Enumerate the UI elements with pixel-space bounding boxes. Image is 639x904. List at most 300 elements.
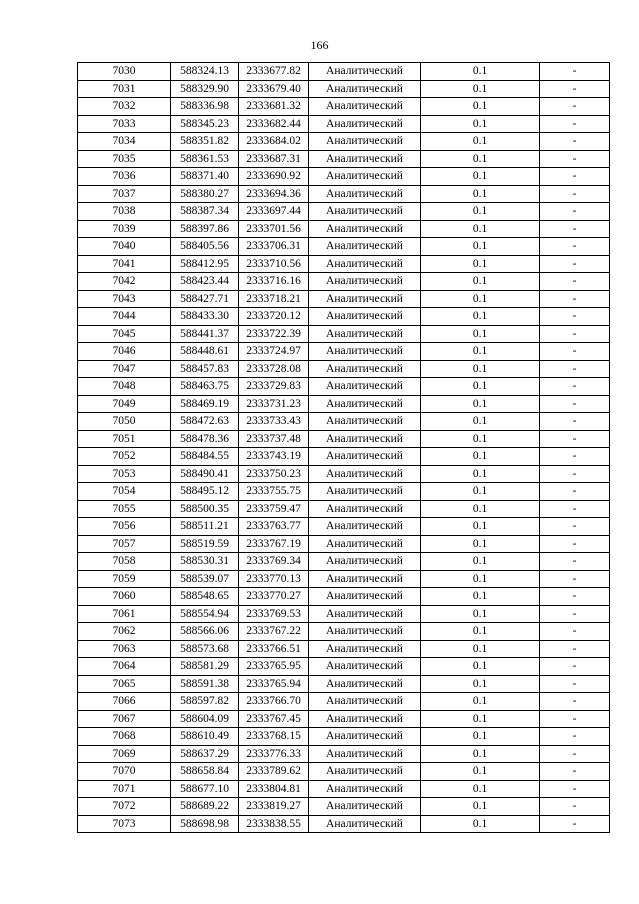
x-coordinate-cell: 588329.90 (171, 80, 239, 98)
note-cell: - (540, 98, 610, 116)
accuracy-cell: 0.1 (421, 518, 540, 536)
accuracy-cell: 0.1 (421, 238, 540, 256)
note-cell: - (540, 150, 610, 168)
y-coordinate-cell: 2333682.44 (239, 115, 309, 133)
method-cell: Аналитический (309, 413, 421, 431)
method-cell: Аналитический (309, 448, 421, 466)
method-cell: Аналитический (309, 360, 421, 378)
y-coordinate-cell: 2333706.31 (239, 238, 309, 256)
accuracy-cell: 0.1 (421, 343, 540, 361)
y-coordinate-cell: 2333765.95 (239, 658, 309, 676)
x-coordinate-cell: 588554.94 (171, 605, 239, 623)
y-coordinate-cell: 2333679.40 (239, 80, 309, 98)
table-row (78, 745, 610, 763)
note-cell: - (540, 448, 610, 466)
point-number-cell: 7037 (78, 185, 171, 203)
point-number-cell: 7071 (78, 780, 171, 798)
page-number: 166 (310, 38, 329, 52)
note-cell: - (540, 465, 610, 483)
note-cell: - (540, 640, 610, 658)
x-coordinate-cell: 588472.63 (171, 413, 239, 431)
method-cell: Аналитический (309, 640, 421, 658)
table-row (78, 605, 610, 623)
accuracy-cell: 0.1 (421, 220, 540, 238)
note-cell: - (540, 710, 610, 728)
point-number-cell: 7055 (78, 500, 171, 518)
method-cell: Аналитический (309, 133, 421, 151)
point-number-cell: 7036 (78, 168, 171, 186)
x-coordinate-cell: 588698.98 (171, 815, 239, 833)
point-number-cell: 7063 (78, 640, 171, 658)
accuracy-cell: 0.1 (421, 798, 540, 816)
method-cell: Аналитический (309, 308, 421, 326)
y-coordinate-cell: 2333759.47 (239, 500, 309, 518)
method-cell: Аналитический (309, 115, 421, 133)
accuracy-cell: 0.1 (421, 623, 540, 641)
x-coordinate-cell: 588448.61 (171, 343, 239, 361)
accuracy-cell: 0.1 (421, 185, 540, 203)
point-number-cell: 7048 (78, 378, 171, 396)
method-cell: Аналитический (309, 798, 421, 816)
accuracy-cell: 0.1 (421, 413, 540, 431)
note-cell: - (540, 430, 610, 448)
method-cell: Аналитический (309, 535, 421, 553)
note-cell: - (540, 203, 610, 221)
table-row (78, 448, 610, 466)
point-number-cell: 7030 (78, 63, 171, 81)
table-row (78, 815, 610, 833)
y-coordinate-cell: 2333728.08 (239, 360, 309, 378)
y-coordinate-cell: 2333716.16 (239, 273, 309, 291)
accuracy-cell: 0.1 (421, 378, 540, 396)
table-row (78, 588, 610, 606)
note-cell: - (540, 483, 610, 501)
point-number-cell: 7073 (78, 815, 171, 833)
note-cell: - (540, 658, 610, 676)
y-coordinate-cell: 2333763.77 (239, 518, 309, 536)
point-number-cell: 7046 (78, 343, 171, 361)
method-cell: Аналитический (309, 325, 421, 343)
y-coordinate-cell: 2333694.36 (239, 185, 309, 203)
y-coordinate-cell: 2333720.12 (239, 308, 309, 326)
table-row (78, 238, 610, 256)
table-row (78, 203, 610, 221)
note-cell: - (540, 395, 610, 413)
y-coordinate-cell: 2333743.19 (239, 448, 309, 466)
x-coordinate-cell: 588423.44 (171, 273, 239, 291)
table-row (78, 325, 610, 343)
x-coordinate-cell: 588581.29 (171, 658, 239, 676)
x-coordinate-cell: 588433.30 (171, 308, 239, 326)
note-cell: - (540, 133, 610, 151)
method-cell: Аналитический (309, 763, 421, 781)
x-coordinate-cell: 588427.71 (171, 290, 239, 308)
table-row (78, 623, 610, 641)
y-coordinate-cell: 2333722.39 (239, 325, 309, 343)
table-row (78, 273, 610, 291)
point-number-cell: 7067 (78, 710, 171, 728)
method-cell: Аналитический (309, 395, 421, 413)
x-coordinate-cell: 588548.65 (171, 588, 239, 606)
y-coordinate-cell: 2333776.33 (239, 745, 309, 763)
accuracy-cell: 0.1 (421, 430, 540, 448)
accuracy-cell: 0.1 (421, 273, 540, 291)
table-row (78, 658, 610, 676)
y-coordinate-cell: 2333766.70 (239, 693, 309, 711)
x-coordinate-cell: 588511.21 (171, 518, 239, 536)
method-cell: Аналитический (309, 63, 421, 81)
table-row (78, 63, 610, 81)
y-coordinate-cell: 2333804.81 (239, 780, 309, 798)
method-cell: Аналитический (309, 815, 421, 833)
note-cell: - (540, 675, 610, 693)
table-row (78, 780, 610, 798)
method-cell: Аналитический (309, 378, 421, 396)
y-coordinate-cell: 2333687.31 (239, 150, 309, 168)
note-cell: - (540, 605, 610, 623)
table-row (78, 133, 610, 151)
accuracy-cell: 0.1 (421, 605, 540, 623)
y-coordinate-cell: 2333838.55 (239, 815, 309, 833)
x-coordinate-cell: 588345.23 (171, 115, 239, 133)
accuracy-cell: 0.1 (421, 465, 540, 483)
y-coordinate-cell: 2333690.92 (239, 168, 309, 186)
method-cell: Аналитический (309, 500, 421, 518)
note-cell: - (540, 80, 610, 98)
table-row (78, 693, 610, 711)
y-coordinate-cell: 2333737.48 (239, 430, 309, 448)
y-coordinate-cell: 2333767.22 (239, 623, 309, 641)
point-number-cell: 7034 (78, 133, 171, 151)
method-cell: Аналитический (309, 220, 421, 238)
y-coordinate-cell: 2333766.51 (239, 640, 309, 658)
table-row (78, 255, 610, 273)
table-row (78, 395, 610, 413)
table-row (78, 308, 610, 326)
point-number-cell: 7070 (78, 763, 171, 781)
point-number-cell: 7068 (78, 728, 171, 746)
y-coordinate-cell: 2333769.34 (239, 553, 309, 571)
accuracy-cell: 0.1 (421, 203, 540, 221)
point-number-cell: 7072 (78, 798, 171, 816)
note-cell: - (540, 798, 610, 816)
accuracy-cell: 0.1 (421, 290, 540, 308)
x-coordinate-cell: 588371.40 (171, 168, 239, 186)
y-coordinate-cell: 2333770.13 (239, 570, 309, 588)
y-coordinate-cell: 2333681.32 (239, 98, 309, 116)
x-coordinate-cell: 588658.84 (171, 763, 239, 781)
y-coordinate-cell: 2333718.21 (239, 290, 309, 308)
method-cell: Аналитический (309, 290, 421, 308)
note-cell: - (540, 728, 610, 746)
note-cell: - (540, 745, 610, 763)
table-row (78, 518, 610, 536)
point-number-cell: 7058 (78, 553, 171, 571)
point-number-cell: 7041 (78, 255, 171, 273)
table-row (78, 465, 610, 483)
method-cell: Аналитический (309, 693, 421, 711)
y-coordinate-cell: 2333710.56 (239, 255, 309, 273)
table-row (78, 553, 610, 571)
point-number-cell: 7051 (78, 430, 171, 448)
note-cell: - (540, 500, 610, 518)
x-coordinate-cell: 588457.83 (171, 360, 239, 378)
point-number-cell: 7053 (78, 465, 171, 483)
point-number-cell: 7042 (78, 273, 171, 291)
x-coordinate-cell: 588463.75 (171, 378, 239, 396)
x-coordinate-cell: 588591.38 (171, 675, 239, 693)
note-cell: - (540, 308, 610, 326)
y-coordinate-cell: 2333755.75 (239, 483, 309, 501)
table-row (78, 80, 610, 98)
method-cell: Аналитический (309, 465, 421, 483)
method-cell: Аналитический (309, 168, 421, 186)
note-cell: - (540, 518, 610, 536)
accuracy-cell: 0.1 (421, 115, 540, 133)
note-cell: - (540, 238, 610, 256)
table-row (78, 535, 610, 553)
table-row (78, 290, 610, 308)
y-coordinate-cell: 2333768.15 (239, 728, 309, 746)
note-cell: - (540, 535, 610, 553)
accuracy-cell: 0.1 (421, 535, 540, 553)
y-coordinate-cell: 2333701.56 (239, 220, 309, 238)
x-coordinate-cell: 588412.95 (171, 255, 239, 273)
point-number-cell: 7050 (78, 413, 171, 431)
method-cell: Аналитический (309, 273, 421, 291)
x-coordinate-cell: 588387.34 (171, 203, 239, 221)
note-cell: - (540, 378, 610, 396)
table-row (78, 483, 610, 501)
accuracy-cell: 0.1 (421, 133, 540, 151)
note-cell: - (540, 623, 610, 641)
method-cell: Аналитический (309, 675, 421, 693)
method-cell: Аналитический (309, 745, 421, 763)
point-number-cell: 7069 (78, 745, 171, 763)
x-coordinate-cell: 588530.31 (171, 553, 239, 571)
method-cell: Аналитический (309, 238, 421, 256)
y-coordinate-cell: 2333697.44 (239, 203, 309, 221)
method-cell: Аналитический (309, 728, 421, 746)
point-number-cell: 7044 (78, 308, 171, 326)
point-number-cell: 7049 (78, 395, 171, 413)
table-row (78, 98, 610, 116)
y-coordinate-cell: 2333789.62 (239, 763, 309, 781)
method-cell: Аналитический (309, 658, 421, 676)
note-cell: - (540, 115, 610, 133)
note-cell: - (540, 325, 610, 343)
method-cell: Аналитический (309, 150, 421, 168)
method-cell: Аналитический (309, 623, 421, 641)
x-coordinate-cell: 588361.53 (171, 150, 239, 168)
y-coordinate-cell: 2333769.53 (239, 605, 309, 623)
table-row (78, 413, 610, 431)
method-cell: Аналитический (309, 780, 421, 798)
accuracy-cell: 0.1 (421, 780, 540, 798)
note-cell: - (540, 290, 610, 308)
table-row (78, 763, 610, 781)
note-cell: - (540, 780, 610, 798)
note-cell: - (540, 553, 610, 571)
y-coordinate-cell: 2333724.97 (239, 343, 309, 361)
accuracy-cell: 0.1 (421, 658, 540, 676)
method-cell: Аналитический (309, 343, 421, 361)
point-number-cell: 7043 (78, 290, 171, 308)
table-row (78, 115, 610, 133)
point-number-cell: 7038 (78, 203, 171, 221)
x-coordinate-cell: 588677.10 (171, 780, 239, 798)
accuracy-cell: 0.1 (421, 500, 540, 518)
y-coordinate-cell: 2333729.83 (239, 378, 309, 396)
note-cell: - (540, 343, 610, 361)
note-cell: - (540, 588, 610, 606)
accuracy-cell: 0.1 (421, 63, 540, 81)
point-number-cell: 7066 (78, 693, 171, 711)
point-number-cell: 7059 (78, 570, 171, 588)
x-coordinate-cell: 588539.07 (171, 570, 239, 588)
x-coordinate-cell: 588566.06 (171, 623, 239, 641)
x-coordinate-cell: 588441.37 (171, 325, 239, 343)
point-number-cell: 7056 (78, 518, 171, 536)
note-cell: - (540, 360, 610, 378)
x-coordinate-cell: 588324.13 (171, 63, 239, 81)
point-number-cell: 7054 (78, 483, 171, 501)
table-row (78, 378, 610, 396)
note-cell: - (540, 763, 610, 781)
y-coordinate-cell: 2333677.82 (239, 63, 309, 81)
y-coordinate-cell: 2333684.02 (239, 133, 309, 151)
table-row (78, 675, 610, 693)
point-number-cell: 7045 (78, 325, 171, 343)
note-cell: - (540, 255, 610, 273)
x-coordinate-cell: 588637.29 (171, 745, 239, 763)
coordinates-table (77, 62, 610, 833)
table-row (78, 640, 610, 658)
accuracy-cell: 0.1 (421, 150, 540, 168)
point-number-cell: 7060 (78, 588, 171, 606)
method-cell: Аналитический (309, 255, 421, 273)
accuracy-cell: 0.1 (421, 448, 540, 466)
method-cell: Аналитический (309, 605, 421, 623)
point-number-cell: 7065 (78, 675, 171, 693)
accuracy-cell: 0.1 (421, 570, 540, 588)
note-cell: - (540, 63, 610, 81)
method-cell: Аналитический (309, 570, 421, 588)
table-body (78, 63, 610, 833)
accuracy-cell: 0.1 (421, 675, 540, 693)
accuracy-cell: 0.1 (421, 710, 540, 728)
accuracy-cell: 0.1 (421, 98, 540, 116)
note-cell: - (540, 815, 610, 833)
x-coordinate-cell: 588484.55 (171, 448, 239, 466)
accuracy-cell: 0.1 (421, 483, 540, 501)
accuracy-cell: 0.1 (421, 80, 540, 98)
note-cell: - (540, 273, 610, 291)
point-number-cell: 7061 (78, 605, 171, 623)
x-coordinate-cell: 588478.36 (171, 430, 239, 448)
x-coordinate-cell: 588351.82 (171, 133, 239, 151)
method-cell: Аналитический (309, 483, 421, 501)
table-row (78, 185, 610, 203)
accuracy-cell: 0.1 (421, 640, 540, 658)
y-coordinate-cell: 2333767.45 (239, 710, 309, 728)
method-cell: Аналитический (309, 185, 421, 203)
table-row (78, 430, 610, 448)
note-cell: - (540, 413, 610, 431)
note-cell: - (540, 570, 610, 588)
x-coordinate-cell: 588610.49 (171, 728, 239, 746)
method-cell: Аналитический (309, 430, 421, 448)
y-coordinate-cell: 2333750.23 (239, 465, 309, 483)
note-cell: - (540, 168, 610, 186)
x-coordinate-cell: 588397.86 (171, 220, 239, 238)
method-cell: Аналитический (309, 553, 421, 571)
point-number-cell: 7040 (78, 238, 171, 256)
note-cell: - (540, 693, 610, 711)
method-cell: Аналитический (309, 98, 421, 116)
x-coordinate-cell: 588597.82 (171, 693, 239, 711)
table-row (78, 570, 610, 588)
accuracy-cell: 0.1 (421, 693, 540, 711)
table-row (78, 798, 610, 816)
table-row (78, 220, 610, 238)
accuracy-cell: 0.1 (421, 168, 540, 186)
point-number-cell: 7052 (78, 448, 171, 466)
table-row (78, 150, 610, 168)
point-number-cell: 7031 (78, 80, 171, 98)
method-cell: Аналитический (309, 588, 421, 606)
table-row (78, 500, 610, 518)
y-coordinate-cell: 2333731.23 (239, 395, 309, 413)
point-number-cell: 7032 (78, 98, 171, 116)
x-coordinate-cell: 588500.35 (171, 500, 239, 518)
x-coordinate-cell: 588689.22 (171, 798, 239, 816)
accuracy-cell: 0.1 (421, 395, 540, 413)
x-coordinate-cell: 588490.41 (171, 465, 239, 483)
point-number-cell: 7062 (78, 623, 171, 641)
note-cell: - (540, 220, 610, 238)
x-coordinate-cell: 588469.19 (171, 395, 239, 413)
x-coordinate-cell: 588604.09 (171, 710, 239, 728)
y-coordinate-cell: 2333819.27 (239, 798, 309, 816)
y-coordinate-cell: 2333765.94 (239, 675, 309, 693)
x-coordinate-cell: 588495.12 (171, 483, 239, 501)
accuracy-cell: 0.1 (421, 325, 540, 343)
point-number-cell: 7039 (78, 220, 171, 238)
accuracy-cell: 0.1 (421, 255, 540, 273)
table-row (78, 343, 610, 361)
y-coordinate-cell: 2333733.43 (239, 413, 309, 431)
accuracy-cell: 0.1 (421, 553, 540, 571)
method-cell: Аналитический (309, 203, 421, 221)
accuracy-cell: 0.1 (421, 588, 540, 606)
x-coordinate-cell: 588573.68 (171, 640, 239, 658)
accuracy-cell: 0.1 (421, 815, 540, 833)
y-coordinate-cell: 2333767.19 (239, 535, 309, 553)
x-coordinate-cell: 588519.59 (171, 535, 239, 553)
point-number-cell: 7047 (78, 360, 171, 378)
method-cell: Аналитический (309, 518, 421, 536)
point-number-cell: 7033 (78, 115, 171, 133)
accuracy-cell: 0.1 (421, 745, 540, 763)
accuracy-cell: 0.1 (421, 728, 540, 746)
x-coordinate-cell: 588405.56 (171, 238, 239, 256)
accuracy-cell: 0.1 (421, 308, 540, 326)
point-number-cell: 7057 (78, 535, 171, 553)
accuracy-cell: 0.1 (421, 763, 540, 781)
point-number-cell: 7064 (78, 658, 171, 676)
note-cell: - (540, 185, 610, 203)
